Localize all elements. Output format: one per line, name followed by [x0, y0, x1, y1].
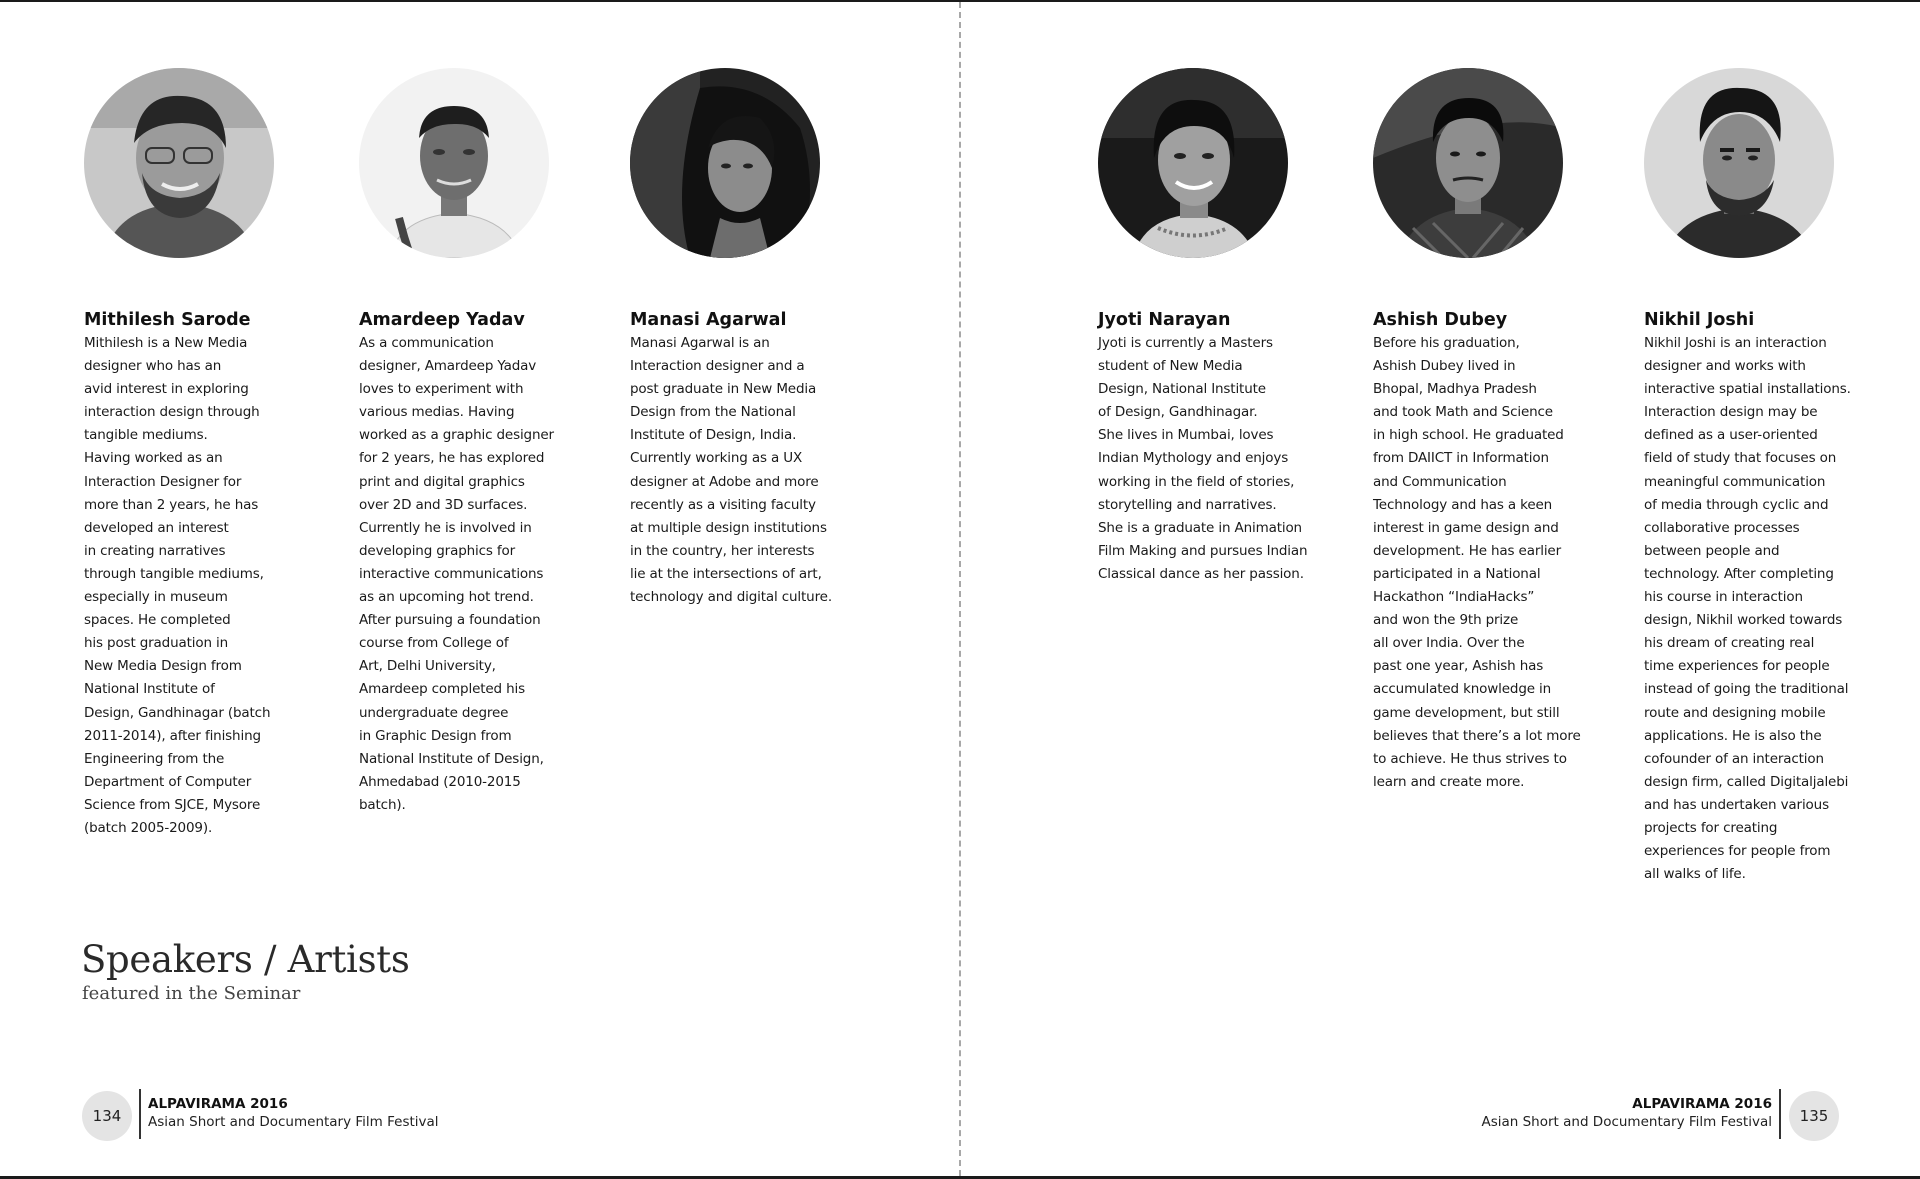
portrait-photo [84, 68, 274, 258]
speaker-name: Mithilesh Sarode [84, 310, 251, 330]
speaker-name: Ashish Dubey [1373, 310, 1508, 330]
footer-subtitle: Asian Short and Documentary Film Festival [148, 1114, 439, 1130]
speaker-name: Amardeep Yadav [359, 310, 525, 330]
section-subtitle: featured in the Seminar [82, 983, 301, 1004]
speaker-card-jyoti [1098, 68, 1313, 586]
page-gutter-divider [959, 2, 961, 1176]
speaker-bio: Jyoti is currently a Masters student of New Media Design, National Institute of Design, Gandhinagar. She lives in Mumbai, loves Indian Mythology and enjoys working in the field of stories, storytelling and narratives. She is a graduate in Animation Film Making and pursues Indian Classical dance as her passion. [1098, 335, 1308, 582]
speaker-card-manasi [630, 68, 845, 609]
speaker-card-mithilesh [84, 68, 299, 840]
footer-subtitle: Asian Short and Documentary Film Festival [1481, 1114, 1772, 1130]
portrait-photo [1373, 68, 1563, 258]
speaker-name: Jyoti Narayan [1098, 310, 1231, 330]
speaker-bio: Nikhil Joshi is an interaction designer and works with interactive spatial installations. Interaction design may be defined as a user-oriented field of study that focuses on meaningful communication of media through cyclic and collaborative processes between people and technology. After completing his course in interaction design, Nikhil worked towards his dream of creating real time experiences for people instead of going the traditional route and designing mobile applications. He is also the cofounder of an interaction design firm, called Digitaljalebi and has undertaken various projects for creating experiences for people from all walks of life. [1644, 335, 1851, 883]
portrait-photo [359, 68, 549, 258]
speaker-card-amardeep [359, 68, 574, 817]
speaker-bio: Before his graduation, Ashish Dubey lived in Bhopal, Madhya Pradesh and took Math and Science in high school. He graduated from DAIICT in Information and Communication Technology and has a keen interest in game design and development. He has earlier participated in a National Hackathon “IndiaHacks” and won the 9th prize all over India. Over the past one year, Ashish has accumulated knowledge in game development, but still believes that there’s a lot more to achieve. He thus strives to learn and create more. [1373, 335, 1581, 790]
speaker-bio: Manasi Agarwal is an Interaction designer and a post graduate in New Media Design from the National Institute of Design, India. Currently working as a UX designer at Adobe and more recently as a visiting faculty at multiple design institutions in the country, her interests lie at the intersections of art, technology and digital culture. [630, 335, 832, 606]
speaker-card-ashish [1373, 68, 1588, 794]
portrait-photo [1644, 68, 1834, 258]
section-title: Speakers / Artists [81, 938, 410, 981]
speaker-bio: As a communication designer, Amardeep Yadav loves to experiment with various medias. Having worked as a graphic designer for 2 years, he has explored print and digital graphics over 2D and 3D surfaces. Currently he is involved in developing graphics for interactive communications as an upcoming hot trend. After pursuing a foundation course from College of Art, Delhi University, Amardeep completed his undergraduate degree in Graphic Design from National Institute of Design, Ahmedabad (2010-2015 batch). [359, 335, 554, 813]
speaker-card-nikhil [1644, 68, 1859, 886]
portrait-photo [630, 68, 820, 258]
footer-left [148, 1096, 478, 1131]
speaker-name: Nikhil Joshi [1644, 310, 1755, 330]
footer-rule-right [1779, 1089, 1781, 1139]
speaker-name: Manasi Agarwal [630, 310, 787, 330]
speaker-bio: Mithilesh is a New Media designer who has an avid interest in exploring interaction design through tangible mediums. Having worked as an Interaction Designer for more than 2 years, he has developed an interest in creating narratives through tangible mediums, especially in museum spaces. He completed his post graduation in New Media Design from National Institute of Design, Gandhinagar (batch 2011-2014), after finishing Engineering from the Department of Computer Science from SJCE, Mysore (batch 2005-2009). [84, 335, 271, 836]
footer-right [1442, 1096, 1772, 1131]
page-number-right: 135 [1789, 1091, 1839, 1141]
footer-title: ALPAVIRAMA 2016 [148, 1096, 288, 1112]
portrait-photo [1098, 68, 1288, 258]
page-number-left: 134 [82, 1091, 132, 1141]
footer-rule-left [139, 1089, 141, 1139]
footer-title: ALPAVIRAMA 2016 [1632, 1096, 1772, 1112]
